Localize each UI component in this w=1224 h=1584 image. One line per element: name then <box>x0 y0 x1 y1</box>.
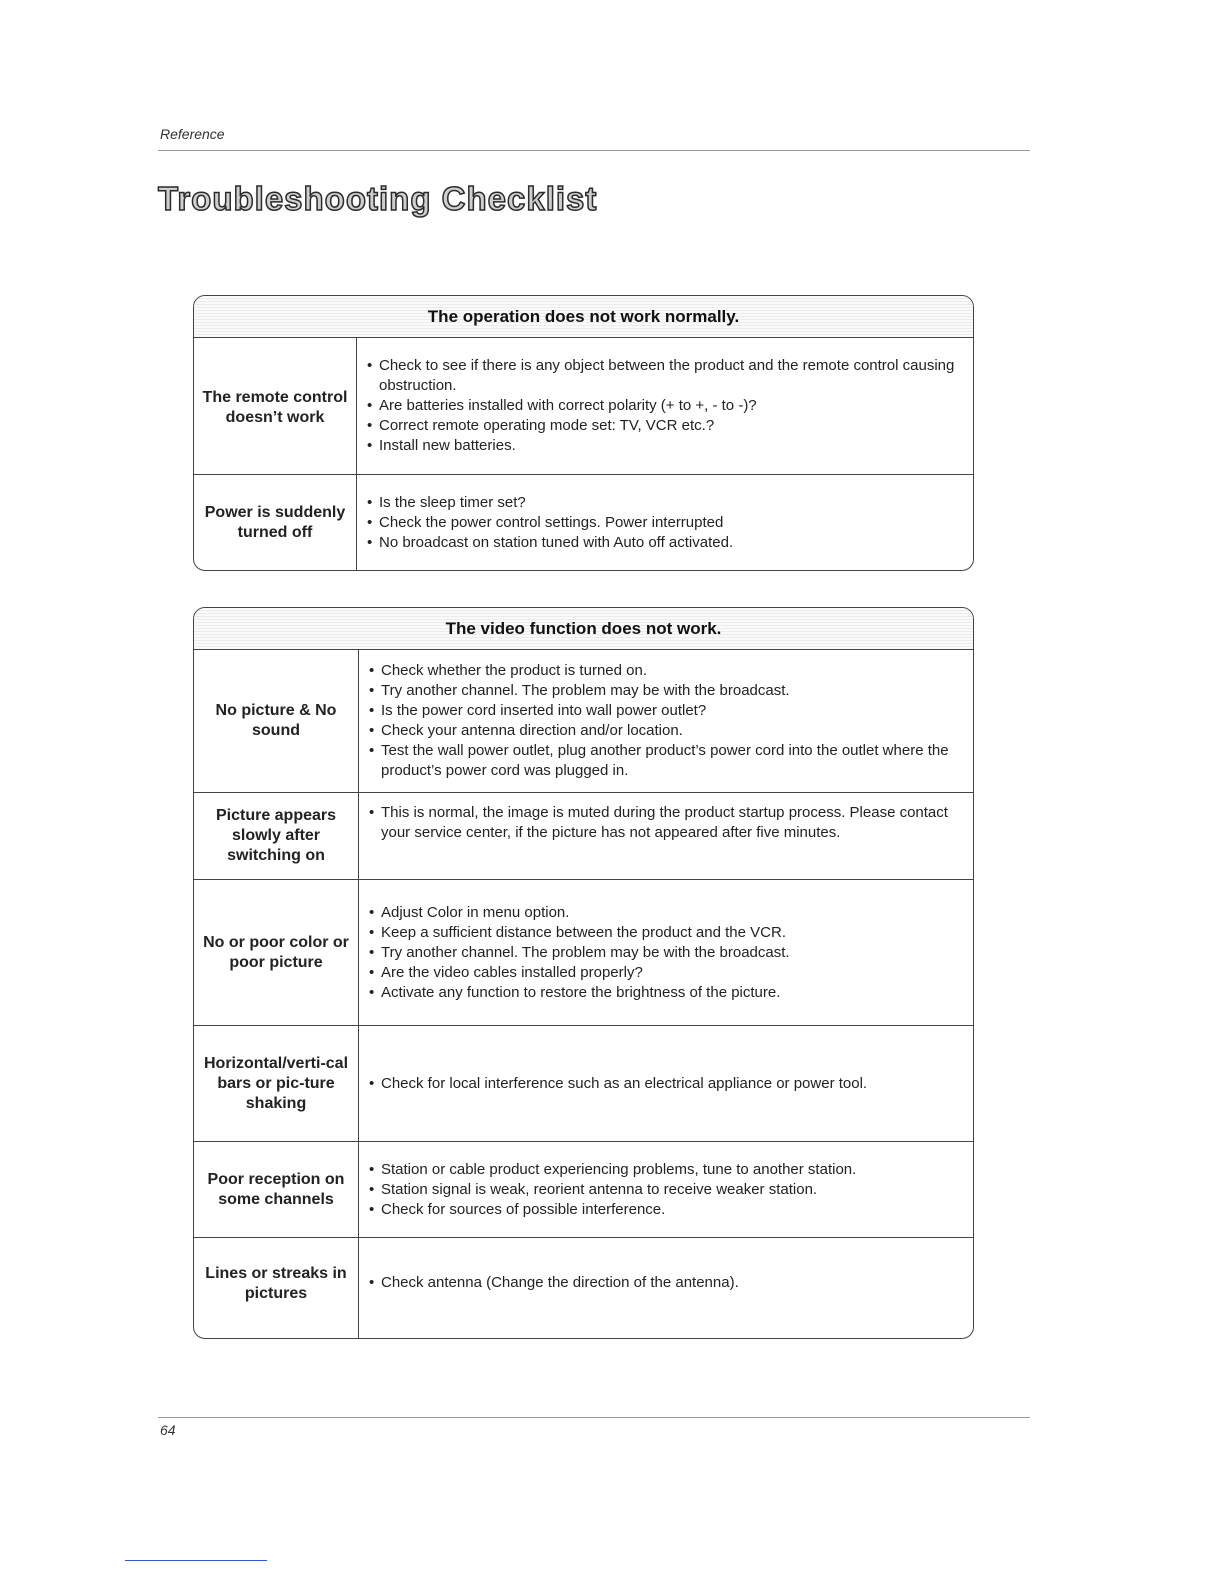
solution-item: • Station or cable product experiencing problems, tune to another station. <box>369 1160 959 1180</box>
solution-list <box>357 475 973 570</box>
solution-list <box>359 1142 973 1237</box>
table-heading: The operation does not work normally. <box>194 296 973 338</box>
solution-item: • Activate any function to restore the brightness of the picture. <box>369 983 959 1003</box>
solution-list <box>359 880 973 1025</box>
solution-item: • Install new batteries. <box>367 436 959 456</box>
problem-label: No or poor color or poor picture <box>194 880 359 1025</box>
table-row <box>194 1141 973 1237</box>
problem-label: Lines or streaks in pictures <box>194 1238 359 1338</box>
solution-item: • This is normal, the image is muted during the product startup process. Please contact your service center, if the picture has not appeared after five minutes. <box>369 803 959 843</box>
solution-list <box>359 1026 973 1141</box>
table-heading: The video function does not work. <box>194 608 973 650</box>
solution-item: • Check your antenna direction and/or location. <box>369 721 959 741</box>
solution-item: • No broadcast on station tuned with Auto off activated. <box>367 533 959 553</box>
section-label: Reference <box>160 126 225 142</box>
solution-item: • Check whether the product is turned on. <box>369 661 959 681</box>
solution-item: • Check to see if there is any object between the product and the remote control causing obstruction. <box>367 356 959 396</box>
solution-item: • Try another channel. The problem may be with the broadcast. <box>369 943 959 963</box>
solution-item: • Keep a sufficient distance between the product and the VCR. <box>369 923 959 943</box>
solution-item: • Test the wall power outlet, plug another product’s power cord into the outlet where the product’s power cord was plugged in. <box>369 741 959 781</box>
table-row <box>194 338 973 474</box>
solution-item: • Check for sources of possible interference. <box>369 1200 959 1220</box>
problem-label: No picture & No sound <box>194 650 359 792</box>
video-troubleshooting-table <box>193 607 974 1339</box>
problem-label: Power is suddenly turned off <box>194 475 357 570</box>
table-row <box>194 792 973 879</box>
page-title: Troubleshooting Checklist <box>158 180 598 217</box>
problem-label: Picture appears slowly after switching on <box>194 793 359 879</box>
header-rule <box>158 150 1030 151</box>
table-row <box>194 1237 973 1338</box>
solution-item: • Check the power control settings. Power interrupted <box>367 513 959 533</box>
solution-item: • Is the power cord inserted into wall power outlet? <box>369 701 959 721</box>
solution-list <box>359 650 973 792</box>
table-row <box>194 1025 973 1141</box>
solution-item: • Are batteries installed with correct polarity (+ to +, - to -)? <box>367 396 959 416</box>
solution-item: • Correct remote operating mode set: TV, VCR etc.? <box>367 416 959 436</box>
scan-edge-line <box>125 1560 267 1561</box>
problem-label: Horizontal/verti-cal bars or pic-ture shaking <box>194 1026 359 1141</box>
solution-item: • Adjust Color in menu option. <box>369 903 959 923</box>
solution-item: • Try another channel. The problem may be with the broadcast. <box>369 681 959 701</box>
solution-list <box>359 793 973 879</box>
solution-item: • Station signal is weak, reorient antenna to receive weaker station. <box>369 1180 959 1200</box>
solution-item: • Are the video cables installed properly? <box>369 963 959 983</box>
problem-label: The remote control doesn’t work <box>194 338 357 474</box>
operation-troubleshooting-table <box>193 295 974 571</box>
table-row <box>194 474 973 570</box>
solution-list <box>359 1238 973 1338</box>
footer-rule <box>158 1417 1030 1418</box>
solution-list <box>357 338 973 474</box>
solution-item: • Check antenna (Change the direction of the antenna). <box>369 1273 959 1293</box>
solution-item: • Is the sleep timer set? <box>367 493 959 513</box>
table-row <box>194 879 973 1025</box>
table-row <box>194 650 973 792</box>
solution-item: • Check for local interference such as an electrical appliance or power tool. <box>369 1074 959 1094</box>
page-number: 64 <box>160 1422 176 1438</box>
problem-label: Poor reception on some channels <box>194 1142 359 1237</box>
